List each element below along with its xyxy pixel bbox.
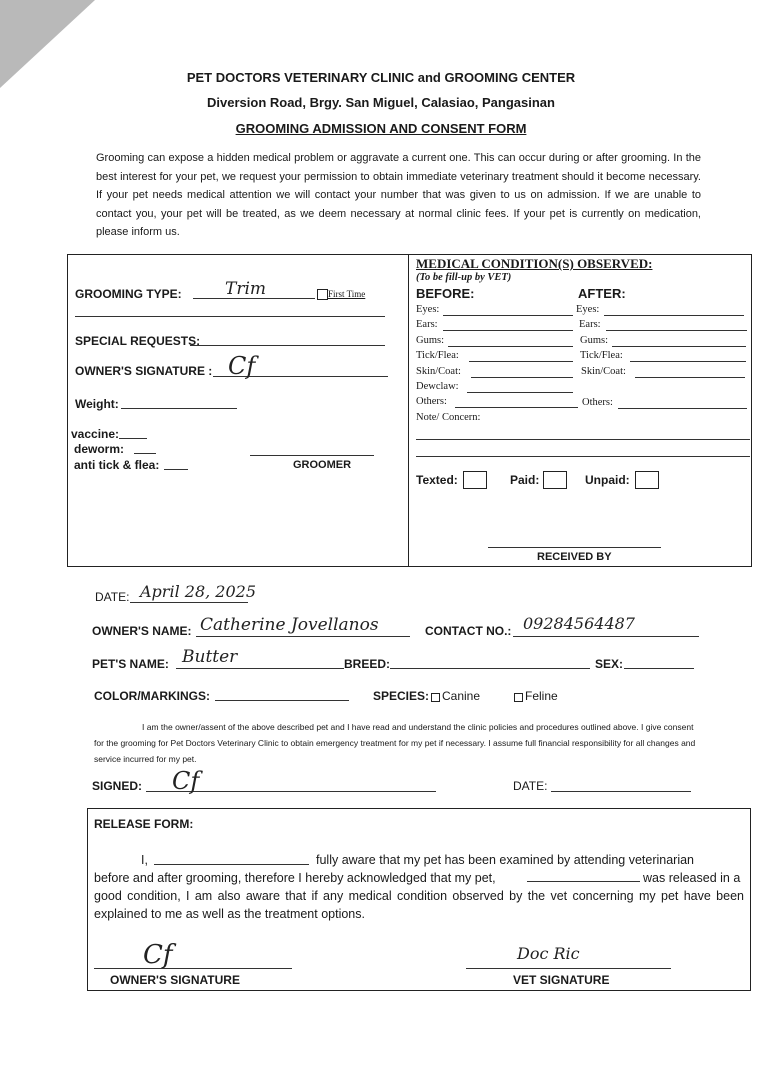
grooming-type-value: Trim	[225, 279, 267, 299]
canine-label: Canine	[442, 689, 481, 703]
release-name-field[interactable]	[154, 864, 309, 865]
feline-label: Feline	[525, 689, 558, 703]
after-eyes-field[interactable]	[604, 315, 744, 316]
release-owner-signature-field[interactable]	[94, 968, 292, 969]
note-line-1[interactable]	[416, 439, 750, 440]
special-requests-field[interactable]	[190, 345, 385, 346]
vaccine-label: vaccine:	[71, 427, 120, 441]
before-skincoat-field[interactable]	[471, 377, 573, 378]
first-time-label: First Time	[328, 289, 366, 299]
after-label: AFTER:	[578, 286, 626, 301]
note-line-2[interactable]	[416, 456, 750, 457]
top-edge	[0, 0, 20, 1]
grooming-type-label: GROOMING TYPE:	[75, 287, 182, 301]
received-by-label: RECEIVED BY	[537, 551, 612, 563]
after-skincoat-field[interactable]	[635, 377, 745, 378]
after-skincoat-label: Skin/Coat:	[581, 366, 626, 377]
before-tickflea-field[interactable]	[469, 361, 573, 362]
before-skincoat-label: Skin/Coat:	[416, 366, 461, 377]
species-label: SPECIES:	[373, 689, 430, 703]
contact-value: 09284564487	[523, 614, 635, 633]
intro-text: Grooming can expose a hidden medical problem or aggravate a current one. This can occur during or after grooming. In the best interest for your pet, we request your permission to obtain immediate veterinary treatment should it become necessary. If your pet needs medical attention we will contact your number that was given to us on admission. If we are unable to contact you, your pet will be treated, as we deem necessary at normal clinic fees. If your pet is currently on medication, please inform us.	[96, 152, 701, 238]
release-text-2: before and after grooming, therefore I hereby acknowledged that my pet,	[94, 871, 496, 885]
owner-signature-label: OWNER'S SIGNATURE :	[75, 364, 213, 378]
owner-name-field[interactable]	[196, 636, 410, 637]
feline-checkbox[interactable]	[514, 693, 523, 702]
pet-name-value: Butter	[182, 647, 238, 667]
medical-subtitle: (To be fill-up by VET)	[416, 272, 512, 283]
vet-signature-value: Doc Ric	[517, 944, 580, 963]
after-eyes-label: Eyes:	[576, 304, 600, 315]
groomer-label: GROOMER	[293, 459, 352, 471]
before-ears-field[interactable]	[443, 330, 573, 331]
weight-label: Weight:	[75, 397, 119, 411]
clinic-name: PET DOCTORS VETERINARY CLINIC and GROOMING CENTER	[186, 70, 576, 85]
received-by-field[interactable]	[488, 547, 661, 548]
texted-checkbox[interactable]	[463, 471, 487, 489]
before-dewclaw-field[interactable]	[467, 392, 573, 393]
unpaid-checkbox[interactable]	[635, 471, 659, 489]
paid-checkbox[interactable]	[543, 471, 567, 489]
release-title: RELEASE FORM:	[94, 817, 194, 831]
after-others-field[interactable]	[618, 408, 747, 409]
sex-label: SEX:	[595, 657, 624, 671]
breed-label: BREED:	[344, 657, 391, 671]
panel-divider	[408, 254, 409, 567]
sex-field[interactable]	[624, 668, 694, 669]
vaccine-field[interactable]	[119, 438, 147, 439]
antitick-label: anti tick & flea:	[74, 458, 160, 472]
signed-value: Cf	[172, 767, 200, 795]
after-gums-label: Gums:	[580, 335, 609, 346]
after-ears-field[interactable]	[606, 330, 747, 331]
release-owner-signature-label: OWNER'S SIGNATURE	[110, 973, 240, 987]
date-value: April 28, 2025	[140, 582, 257, 601]
release-text-1: fully aware that my pet has been examined by attending veterinarian	[316, 853, 695, 867]
release-pet-field[interactable]	[527, 881, 640, 882]
paid-label: Paid:	[510, 473, 540, 487]
vet-signature-field[interactable]	[466, 968, 671, 969]
vet-signature-label: VET SIGNATURE	[513, 973, 610, 987]
before-gums-field[interactable]	[448, 346, 573, 347]
before-eyes-field[interactable]	[443, 315, 573, 316]
after-gums-field[interactable]	[612, 346, 746, 347]
release-text-3: was released in a	[643, 871, 741, 885]
note-concern-label: Note/ Concern:	[416, 412, 481, 423]
after-ears-label: Ears:	[579, 319, 601, 330]
consent-text: I am the owner/assent of the above described pet and I have read and understand the clinic policies and procedures outlined above. I give consent for the grooming for Pet Doctors Veterinary Clinic to obtain emergency treatment for my pet if necessary. I assume full financial responsibility for all changes and service incurred for my pet.	[94, 722, 696, 764]
contact-label: CONTACT NO.:	[425, 624, 512, 638]
release-text-4: good condition, I am also aware that if any medical condition observed by the vet concerning my pet have been explained to me as well as the treatment options.	[94, 889, 744, 921]
before-others-field[interactable]	[455, 407, 578, 408]
date-label: DATE:	[95, 590, 130, 604]
antitick-field[interactable]	[164, 469, 188, 470]
medical-title: MEDICAL CONDITION(S) OBSERVED:	[416, 256, 653, 271]
unpaid-label: Unpaid:	[585, 473, 630, 487]
release-i-label: I,	[141, 853, 148, 867]
special-requests-label: SPECIAL REQUESTS:	[75, 334, 201, 348]
before-dewclaw-label: Dewclaw:	[416, 381, 459, 392]
after-others-label: Others:	[582, 397, 613, 408]
color-markings-label: COLOR/MARKINGS:	[94, 689, 210, 703]
deworm-label: deworm:	[74, 442, 125, 456]
owner-name-value: Catherine Jovellanos	[200, 615, 379, 635]
first-time-checkbox[interactable]	[317, 289, 328, 300]
canine-checkbox[interactable]	[431, 693, 440, 702]
owner-name-label: OWNER'S NAME:	[92, 624, 192, 638]
grooming-extra-line[interactable]	[75, 316, 385, 317]
before-tickflea-label: Tick/Flea:	[416, 350, 459, 361]
before-label: BEFORE:	[416, 286, 475, 301]
date2-label: DATE:	[513, 779, 548, 793]
clinic-address: Diversion Road, Brgy. San Miguel, Calasiao, Pangasinan	[207, 95, 555, 110]
after-tickflea-label: Tick/Flea:	[580, 350, 623, 361]
form-title: GROOMING ADMISSION AND CONSENT FORM	[235, 121, 527, 136]
pet-name-field[interactable]	[176, 668, 344, 669]
before-ears-label: Ears:	[416, 319, 438, 330]
signed-label: SIGNED:	[92, 779, 143, 793]
groomer-field[interactable]	[250, 455, 374, 456]
pet-name-label: PET'S NAME:	[92, 657, 169, 671]
breed-field[interactable]	[390, 668, 590, 669]
owner-signature-value: Cf	[228, 352, 256, 380]
contact-field[interactable]	[513, 636, 699, 637]
date2-field[interactable]	[551, 791, 691, 792]
weight-field[interactable]	[121, 408, 237, 409]
after-tickflea-field[interactable]	[630, 361, 746, 362]
before-gums-label: Gums:	[416, 335, 445, 346]
deworm-field[interactable]	[134, 453, 156, 454]
texted-label: Texted:	[416, 473, 458, 487]
before-others-label: Others:	[416, 396, 447, 407]
date-field[interactable]	[130, 602, 248, 603]
color-markings-field[interactable]	[215, 700, 349, 701]
before-eyes-label: Eyes:	[416, 304, 440, 315]
release-owner-signature-value: Cf	[143, 940, 173, 970]
